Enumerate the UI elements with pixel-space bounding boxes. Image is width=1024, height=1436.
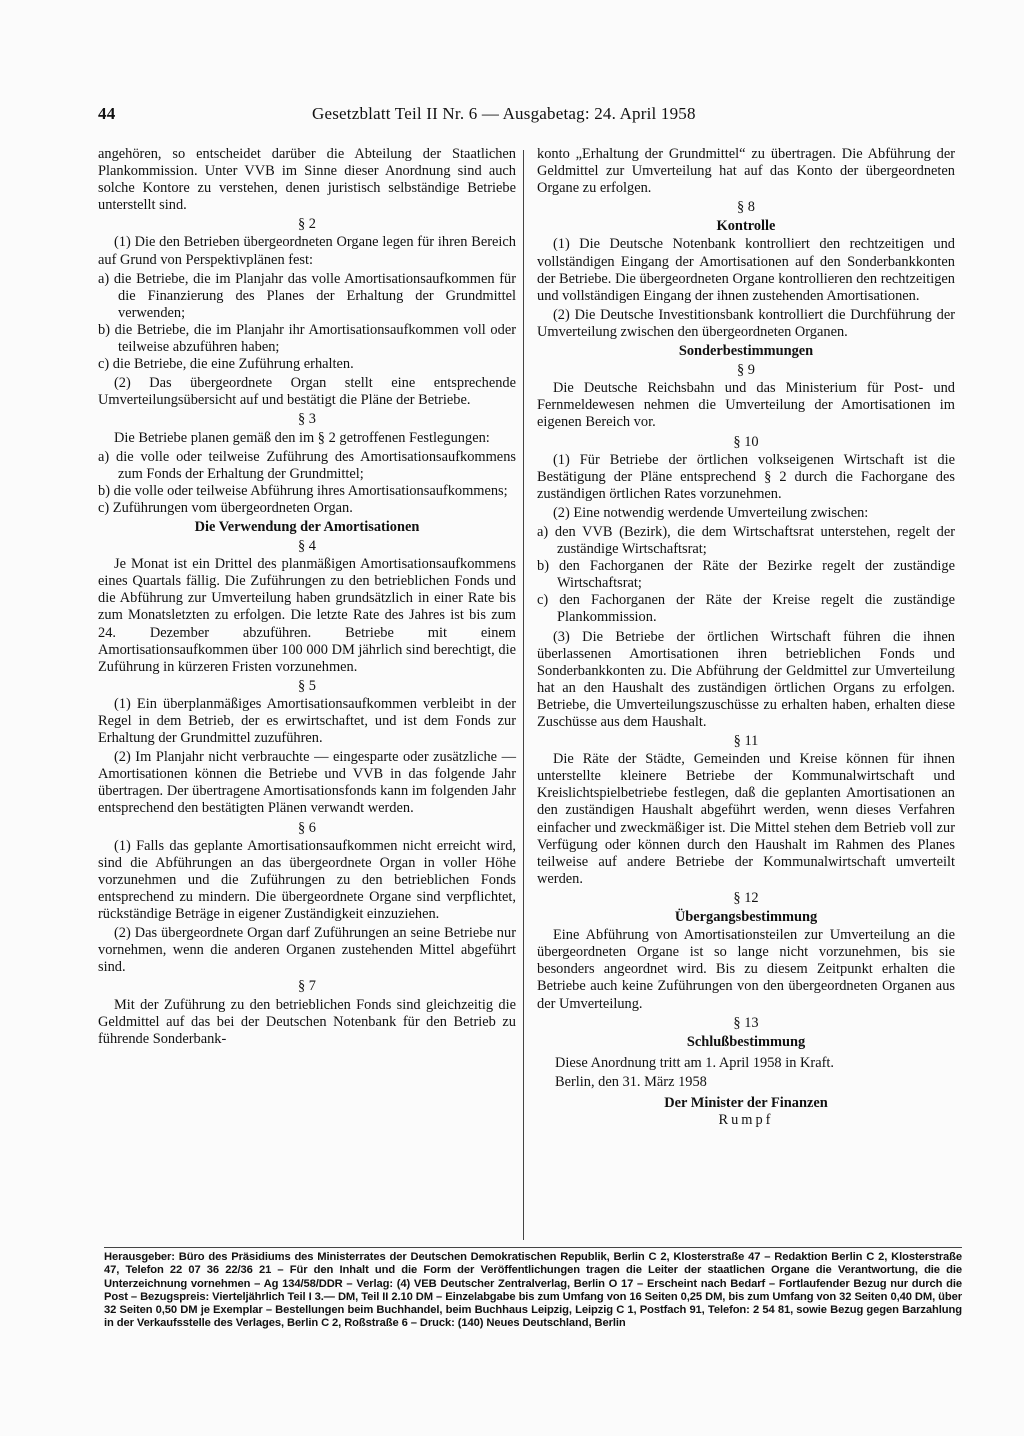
list-item: b) die volle oder teilweise Abführung ihres Amortisationsaufkommens; (98, 482, 508, 499)
list-item: c) Zuführungen vom übergeordneten Organ. (98, 499, 353, 516)
paragraph: Die Deutsche Reichsbahn und das Ministerium für Post- und Fernmeldewesen nehmen die Umverteilung der Amortisationen im eigenen Bereich vor. (537, 380, 955, 431)
list-item: b) die Betriebe, die im Planjahr ihr Amortisationsaufkommen voll oder teilweise abzuführen haben; (98, 321, 516, 356)
paragraph: (2) Die Deutsche Investitionsbank kontrolliert die Durchführung der Umverteilung zwischen den übergeordneten Organen. (537, 306, 955, 340)
list-item: a) die volle oder teilweise Zuführung des Amortisationsaufkommens zum Fonds der Erhaltung der Grundmittel; (98, 448, 516, 482)
signer-name: Rumpf (718, 1112, 774, 1129)
section-heading: Übergangsbestimmung (674, 909, 818, 926)
list-item: c) die Betriebe, die eine Zuführung erhalten. (98, 356, 354, 373)
effective-date-line: Diese Anordnung tritt am 1. April 1958 in Kraft. (555, 1054, 834, 1071)
section-heading: Schlußbestimmung (686, 1033, 806, 1050)
section-heading: Sonderbestimmungen (678, 343, 814, 360)
section-number: § 5 (298, 677, 316, 694)
section-number: § 10 (733, 433, 759, 450)
paragraph: Die Betriebe planen gemäß den im § 2 getroffenen Festlegungen: (114, 429, 490, 446)
list-item: c) den Fachorganen der Räte der Kreise regelt die zuständige Plankommission. (537, 592, 955, 626)
paragraph: Je Monat ist ein Drittel des planmäßigen Amortisationsaufkommens eines Quartals fällig. Die Zuführungen zu den betrieblichen Fonds und die Abführung zur Umverteilung haben grundsätzlich in einer Rate bis zum Monatsletzten zu erfolgen. Die letzte Rate des Jahres ist bis zum 24. Dezember abzuführen. Betriebe mit einem Amortisationsaufkommen über 100 000 DM jährlich sind berechtigt, die Zuführung in kürzeren Fristen vorzunehmen. (98, 556, 516, 675)
paragraph: (1) Die Deutsche Notenbank kontrolliert den rechtzeitigen und vollständigen Eingang der Amortisationen auf den Sonderbankkonten der Betriebe. Die übergeordneten Organe kontrollieren den rechtzeitigen und vollständigen Eingang der ihnen zustehenden Amortisationen. (537, 236, 955, 304)
paragraph: (2) Das übergeordnete Organ stellt eine entsprechende Umverteilungsübersicht auf und bestätigt die Pläne der Betriebe. (98, 375, 516, 409)
section-number: § 7 (298, 978, 316, 995)
paragraph: (1) Für Betriebe der örtlichen volkseigenen Wirtschaft ist die Bestätigung der Pläne entsprechend § 2 durch die Fachorgane des zuständigen örtlichen Rates vorzunehmen. (537, 451, 955, 502)
page-number: 44 (98, 104, 116, 123)
section-heading: Kontrolle (716, 218, 776, 235)
paragraph: konto „Erhaltung der Grundmittel“ zu übertragen. Die Abführung der Geldmittel zur Umverteilung hat auf das Konto der übergeordneten Organe zu erfolgen. (537, 146, 955, 197)
paragraph: (2) Eine notwendig werdende Umverteilung zwischen: (553, 504, 869, 521)
enumerated-list (98, 449, 516, 517)
paragraph: (2) Das übergeordnete Organ darf Zuführungen an seine Betriebe nur vornehmen, wenn die anderen Organen zustehenden Mittel abgeführt sind. (98, 925, 516, 976)
signer-title: Der Minister der Finanzen (664, 1094, 828, 1111)
paragraph: Die Räte der Städte, Gemeinden und Kreise können für ihnen unterstellte kleinere Betriebe der Kommunalwirtschaft und Kreislichtspielbetriebe festlegen, daß die geplanten Amortisationen an den zuständigen Haushalt abgeführt werden, wenn dieses Verfahren einfacher und zweckmäßiger ist. Die Mittel stehen dem Betrieb voll zur Verfügung oder können durch den Haushalt im Rahmen des Planes teilweise auf andere Betriebe der Kommunalwirtschaft umverteilt werden. (537, 751, 955, 887)
gazette-title: Gesetzblatt Teil II Nr. 6 — Ausgabetag: 24. April 1958 (312, 104, 696, 123)
list-item: a) den VVB (Bezirk), die dem Wirtschaftsrat unterstehen, regelt der zuständige Wirtschaftsrat; (537, 523, 955, 558)
paragraph: (1) Falls das geplante Amortisationsaufkommen nicht erreicht wird, sind die Abführungen an das übergeordnete Organ in voller Höhe vorzunehmen und die Zuführungen zu den betrieblichen Fonds entsprechend zu mindern. Die übergeordnete Organe sind verpflichtet, rückständige Beträge in eigener Zuständigkeit einzuziehen. (98, 837, 516, 923)
signature-date: Berlin, den 31. März 1958 (555, 1073, 707, 1090)
paragraph: (2) Im Planjahr nicht verbrauchte — eingesparte oder zusätzliche — Amortisationen können die Betriebe und VVB in das folgende Jahr übertragen. Der übertragene Amortisationsfonds kann im folgenden Jahr entsprechend den bestätigten Plänen verwandt werden. (98, 749, 516, 817)
paragraph: Mit der Zuführung zu den betrieblichen Fonds sind gleichzeitig die Geldmittel auf das bei der Deutschen Notenbank für den Betrieb zu führende Sonderbank- (98, 996, 516, 1047)
publisher-imprint: Herausgeber: Büro des Präsidiums des Ministerrates der Deutschen Demokratischen Republik, Berlin C 2, Klosterstraße 47 – Redaktion Berlin C 2, Klosterstraße 47, Telefon 22 07 36 22/36 21 – Für den Inhalt und die Form der Veröffentlichungen tragen die Leiter der staatlichen Organe die Verantwortung, die die Unterzeichnung vornehmen – Ag 134/58/DDR – Verlag: (4) VEB Deutscher Zentralverlag, Berlin O 17 – Erscheint nach Bedarf – Fortlaufender Bezug nur durch die Post – Bezugspreis: Vierteljährlich Teil I 3.— DM, Teil II 2.10 DM – Einzelabgabe bis zum Umfang von 16 Seiten 0,25 DM, bis zum Umfang von 32 Seiten 0,40 DM, über 32 Seiten 0,50 DM je Exemplar – Bestellungen beim Buchhandel, beim Buchhaus Leipzig, Leipzig C 1, Postfach 91, Telefon: 2 54 81, sowie Bezug gegen Barzahlung in der Verkaufsstelle des Verlages, Berlin C 2, Roßstraße 6 – Druck: (140) Neues Deutschland, Berlin (104, 1247, 962, 1331)
section-number: § 3 (298, 411, 316, 428)
section-heading: Die Verwendung der Amortisationen (194, 518, 420, 535)
paragraph: (1) Ein überplanmäßiges Amortisationsaufkommen verbleibt in der Regel in dem Betrieb, der es erwirtschaftet, und ist dem Fonds zur Erhaltung der Grundmittel zuzuführen. (98, 695, 516, 747)
paragraph: (3) Die Betriebe der örtlichen Wirtschaft führen die ihnen überlassenen Amortisationen ihren betrieblichen Fonds und Sonderbankkonten zu. Die Abführung der Geldmittel zur Umverteilung hat an den Haushalt des zuständigen örtlichen Organs zu erfolgen. Betriebe, die Umverteilungszuschüsse zu erhalten haben, erhalten diese Zuschüsse aus dem Haushalt. (537, 628, 955, 730)
left-column (98, 146, 516, 1050)
section-number: § 8 (737, 199, 755, 216)
enumerated-list (537, 524, 955, 627)
list-item: b) den Fachorganen der Räte der Bezirke regelt der zuständige Wirtschaftsrat; (537, 558, 955, 592)
right-column (537, 146, 955, 1129)
page-header (98, 104, 960, 130)
column-divider (523, 150, 524, 1240)
section-number: § 11 (733, 733, 759, 750)
section-number: § 9 (737, 362, 755, 379)
section-number: § 13 (733, 1014, 759, 1031)
paragraph: Eine Abführung von Amortisationsteilen zur Umverteilung an die übergeordneten Organe ist so lange nicht vorzunehmen, bis sie besonders angeordnet wird. Bis zu diesem Zeitpunkt erhalten die Betriebe auch keine Zuführungen von den übergeordneten Organen aus der Umverteilung. (537, 927, 955, 1012)
section-number: § 12 (733, 889, 759, 906)
paragraph: (1) Die den Betrieben übergeordneten Organe legen für ihren Bereich auf Grund von Perspektivplänen fest: (98, 234, 516, 268)
list-item: a) die Betriebe, die im Planjahr das volle Amortisationsaufkommen für die Finanzierung des Planes der Erhaltung der Grundmittel verwenden; (98, 270, 516, 321)
section-number: § 2 (298, 216, 316, 233)
section-number: § 4 (298, 538, 316, 555)
section-number: § 6 (298, 819, 316, 836)
enumerated-list (98, 271, 516, 374)
paragraph: angehören, so entscheidet darüber die Abteilung der Staatlichen Plankommission. Unter VVB im Sinne dieser Anordnung sind auch solche Kontore zu verstehen, denen juristisch selbständige Betriebe unterstellt sind. (98, 146, 516, 214)
